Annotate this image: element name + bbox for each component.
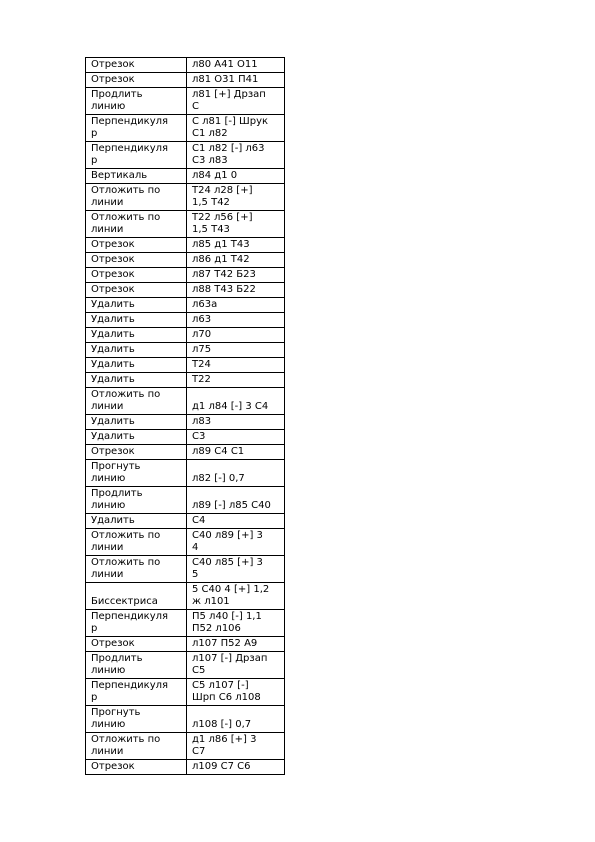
table-row [86, 358, 285, 373]
table-row [86, 73, 285, 88]
parameters-cell: С5 л107 [-] Шрп С6 л108 [187, 679, 285, 706]
table-row [86, 556, 285, 583]
parameters-cell: л81 О31 П41 [187, 73, 285, 88]
operation-cell: Удалить [86, 358, 187, 373]
operation-cell: Отрезок [86, 445, 187, 460]
table-row [86, 514, 285, 529]
parameters-cell: С л81 [-] Шрук С1 л82 [187, 115, 285, 142]
operation-cell: Отрезок [86, 268, 187, 283]
table-row [86, 706, 285, 733]
parameters-cell: л80 А41 О11 [187, 58, 285, 73]
parameters-cell: П5 л40 [-] 1,1 П52 л106 [187, 610, 285, 637]
table-row [86, 298, 285, 313]
parameters-cell: Т22 л56 [+] 1,5 Т43 [187, 211, 285, 238]
parameters-cell: л88 Т43 Б22 [187, 283, 285, 298]
table-row [86, 328, 285, 343]
table-row [86, 760, 285, 775]
operation-cell: Отрезок [86, 238, 187, 253]
operation-cell: Отрезок [86, 253, 187, 268]
table-row [86, 184, 285, 211]
table-row [86, 268, 285, 283]
table-row [86, 142, 285, 169]
parameters-cell: л107 П52 А9 [187, 637, 285, 652]
operation-cell: Отрезок [86, 283, 187, 298]
parameters-cell: С40 л89 [+] 3 4 [187, 529, 285, 556]
operation-cell: Отрезок [86, 637, 187, 652]
operation-cell: Отложить по линии [86, 733, 187, 760]
operation-cell: Отложить по линии [86, 556, 187, 583]
operation-cell: Удалить [86, 343, 187, 358]
parameters-cell: С4 [187, 514, 285, 529]
operation-cell: Отрезок [86, 760, 187, 775]
parameters-cell: С3 [187, 430, 285, 445]
parameters-cell: Т22 [187, 373, 285, 388]
parameters-cell: л108 [-] 0,7 [187, 706, 285, 733]
parameters-cell: л86 д1 Т42 [187, 253, 285, 268]
table-row [86, 610, 285, 637]
operation-cell: Отложить по линии [86, 529, 187, 556]
parameters-cell: л89 С4 С1 [187, 445, 285, 460]
table-row [86, 430, 285, 445]
parameters-cell: л109 С7 С6 [187, 760, 285, 775]
parameters-cell: С1 л82 [-] л63 С3 л83 [187, 142, 285, 169]
table-row [86, 637, 285, 652]
operation-cell: Отрезок [86, 73, 187, 88]
table-row [86, 88, 285, 115]
parameters-cell: л82 [-] 0,7 [187, 460, 285, 487]
parameters-cell: д1 л84 [-] 3 С4 [187, 388, 285, 415]
operation-cell: Удалить [86, 430, 187, 445]
operation-cell: Перпендикуля р [86, 115, 187, 142]
table-row [86, 343, 285, 358]
parameters-cell: л75 [187, 343, 285, 358]
operation-cell: Биссектриса [86, 583, 187, 610]
parameters-cell: л87 Т42 Б23 [187, 268, 285, 283]
operation-cell: Удалить [86, 328, 187, 343]
operations-table-body [86, 58, 285, 775]
parameters-cell: л81 [+] Дрзап С [187, 88, 285, 115]
table-row [86, 487, 285, 514]
table-row [86, 679, 285, 706]
table-row [86, 115, 285, 142]
operation-cell: Отложить по линии [86, 184, 187, 211]
parameters-cell: л63 [187, 313, 285, 328]
operation-cell: Перпендикуля р [86, 679, 187, 706]
table-row [86, 373, 285, 388]
parameters-cell: л107 [-] Дрзап С5 [187, 652, 285, 679]
table-row [86, 583, 285, 610]
parameters-cell: Т24 л28 [+] 1,5 Т42 [187, 184, 285, 211]
parameters-cell: л84 д1 0 [187, 169, 285, 184]
operation-cell: Продлить линию [86, 88, 187, 115]
operation-cell: Отложить по линии [86, 388, 187, 415]
operation-cell: Отложить по линии [86, 211, 187, 238]
operation-cell: Вертикаль [86, 169, 187, 184]
operations-table [85, 57, 285, 775]
table-row [86, 733, 285, 760]
operation-cell: Продлить линию [86, 487, 187, 514]
table-row [86, 283, 285, 298]
operation-cell: Удалить [86, 313, 187, 328]
parameters-cell: л70 [187, 328, 285, 343]
table-row [86, 652, 285, 679]
table-row [86, 211, 285, 238]
operation-cell: Прогнуть линию [86, 460, 187, 487]
parameters-cell: л85 д1 Т43 [187, 238, 285, 253]
parameters-cell: л63а [187, 298, 285, 313]
table-row [86, 238, 285, 253]
operation-cell: Удалить [86, 298, 187, 313]
table-row [86, 445, 285, 460]
operation-cell: Удалить [86, 514, 187, 529]
table-row [86, 529, 285, 556]
operation-cell: Перпендикуля р [86, 610, 187, 637]
table-row [86, 415, 285, 430]
operation-cell: Удалить [86, 415, 187, 430]
parameters-cell: С40 л85 [+] 3 5 [187, 556, 285, 583]
parameters-cell: л83 [187, 415, 285, 430]
table-row [86, 388, 285, 415]
table-row [86, 169, 285, 184]
operation-cell: Перпендикуля р [86, 142, 187, 169]
operation-cell: Отрезок [86, 58, 187, 73]
operation-cell: Продлить линию [86, 652, 187, 679]
parameters-cell: 5 С40 4 [+] 1,2 ж л101 [187, 583, 285, 610]
operation-cell: Удалить [86, 373, 187, 388]
operation-cell: Прогнуть линию [86, 706, 187, 733]
table-row [86, 313, 285, 328]
table-row [86, 58, 285, 73]
parameters-cell: Т24 [187, 358, 285, 373]
parameters-cell: д1 л86 [+] 3 С7 [187, 733, 285, 760]
table-row [86, 460, 285, 487]
parameters-cell: л89 [-] л85 С40 [187, 487, 285, 514]
table-row [86, 253, 285, 268]
